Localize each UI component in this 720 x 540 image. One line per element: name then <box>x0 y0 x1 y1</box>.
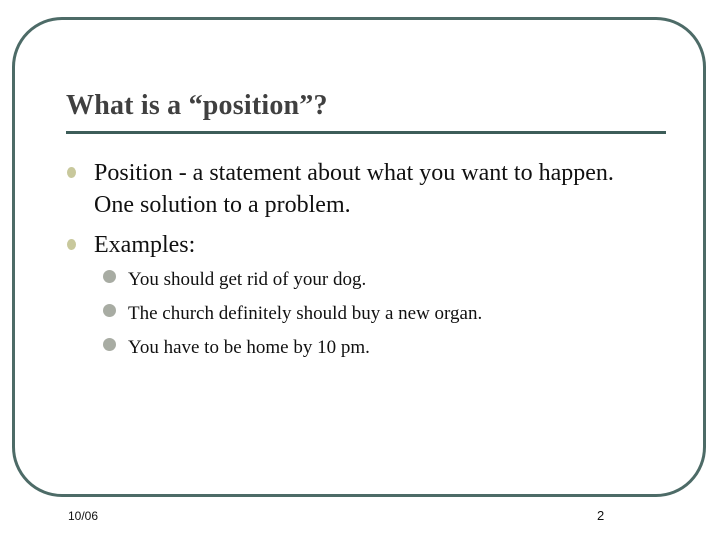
bullet-1-line-1: Position - a statement about what you want to happen. <box>94 160 614 186</box>
bullet-1-line-2: One solution to a problem. <box>94 192 351 218</box>
sub-bullet-dot-icon <box>103 338 116 351</box>
sub-bullet-1: You should get rid of your dog. <box>128 269 367 290</box>
sub-bullet-dot-icon <box>103 270 116 283</box>
slide-title: What is a “position”? <box>66 90 328 121</box>
sub-bullet-2: The church definitely should buy a new organ. <box>128 303 483 324</box>
title-underline <box>66 131 666 134</box>
footer-date: 10/06 <box>68 509 99 523</box>
bullet-2-line-1: Examples: <box>94 232 196 258</box>
bullet-dot-icon <box>67 239 76 250</box>
sub-bullet-dot-icon <box>103 304 116 317</box>
sub-bullet-3: You have to be home by 10 pm. <box>128 337 370 358</box>
footer-page-number: 2 <box>597 508 605 523</box>
bullet-dot-icon <box>67 167 76 178</box>
